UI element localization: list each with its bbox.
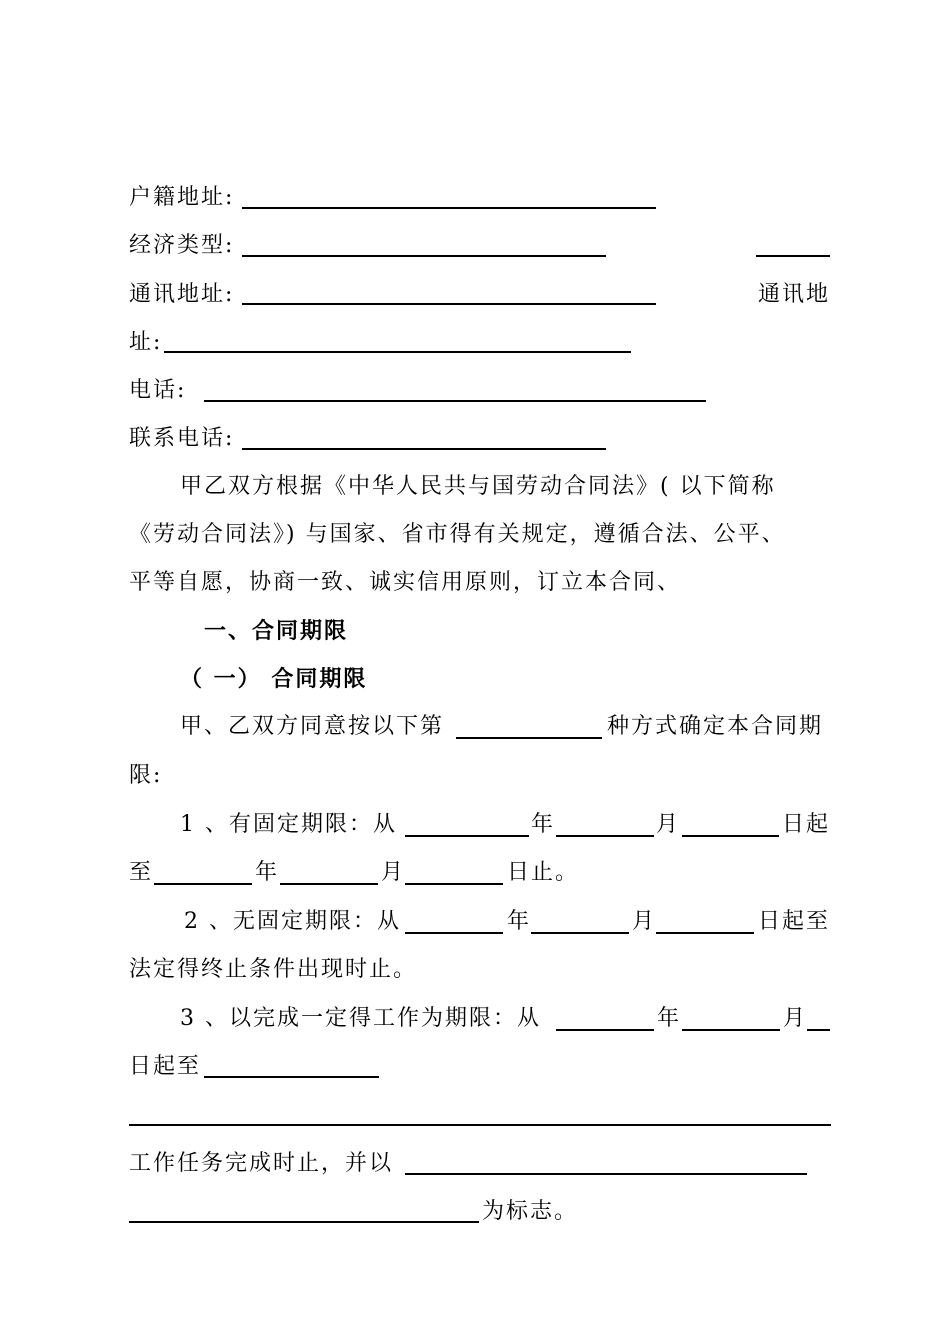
opt1-year2: 年 [255,860,280,885]
opt2-month: 月 [632,909,657,934]
opt1-text: 1 、有固定期限：从 [180,812,397,837]
opt3-day-blank[interactable] [807,1029,830,1031]
lianxi-blank[interactable] [242,448,606,450]
opt1-year: 年 [531,812,556,837]
dianhua-blank[interactable] [204,400,706,402]
jingji-label: 经济类型: [129,233,235,258]
tongxun-label: 通讯地址: [129,282,235,307]
opt1-month2-blank[interactable] [280,883,378,885]
opt1-to: 至 [129,860,154,885]
opt2-from: 日起至 [758,909,831,934]
section-heading: 一、合同期限 [204,618,349,644]
opt1-day-blank[interactable] [682,835,779,837]
tongxun-blank[interactable] [242,303,656,305]
choose-text-a: 甲、乙双方同意按以下第 [180,714,445,739]
opt3-until-blank[interactable] [204,1076,379,1078]
task-text: 工作任务完成时止，并以 [129,1151,394,1176]
opt2-year: 年 [507,909,532,934]
opt2-year-blank[interactable] [405,932,503,934]
opt1-end: 日止。 [507,860,580,885]
opt1-month2: 月 [381,860,406,885]
opt1-year2-blank[interactable] [154,883,252,885]
tongxun2-label-cont: 址: [129,330,163,355]
opt3-year: 年 [657,1006,682,1031]
intro-line-3: 平等自愿，协商一致、诚实信用原则，订立本合同、 [129,570,682,595]
opt2-day-blank[interactable] [656,932,754,934]
section-subheading: （ 一） 合同期限 [180,666,368,692]
opt3-from: 日起至 [129,1054,202,1079]
opt3-text: 3 、以完成一定得工作为期限：从 [180,1006,541,1031]
intro-line-2: 《劳动合同法》) 与国家、省市得有关规定，遵循合法、公平、 [129,522,786,547]
tongxun2-label: 通讯地 [758,282,831,307]
task-end: 为标志。 [482,1199,579,1224]
jingji-blank-right[interactable] [756,255,830,257]
opt2-text: 2 、无固定期限：从 [184,909,401,934]
opt1-month-blank[interactable] [556,835,654,837]
choose-text-b: 种方式确定本合同期 [607,714,824,739]
huji-blank[interactable] [242,207,656,209]
opt1-year-blank[interactable] [405,835,529,837]
opt1-from-end: 日起 [782,812,831,837]
tongxun2-blank[interactable] [164,351,631,353]
opt1-month: 月 [656,812,681,837]
choose-text-c: 限: [129,763,163,788]
dianhua-label: 电话: [129,378,187,403]
lianxi-label: 联系电话: [129,426,235,451]
opt3-full-blank[interactable] [129,1124,831,1126]
opt1-day2-blank[interactable] [405,883,503,885]
opt3-month: 月 [783,1006,808,1031]
opt2-text-c: 法定得终止条件出现时止。 [129,957,418,982]
huji-label: 户籍地址: [129,185,235,210]
jingji-blank[interactable] [242,255,606,257]
opt3-month-blank[interactable] [682,1029,780,1031]
intro-line-1: 甲乙双方根据《中华人民共与国劳动合同法》( 以下简称 [180,474,776,499]
choose-blank[interactable] [456,737,602,739]
task-marker-blank[interactable] [129,1221,479,1223]
opt3-year-blank[interactable] [556,1029,654,1031]
opt2-month-blank[interactable] [531,932,629,934]
task-blank[interactable] [405,1173,807,1175]
